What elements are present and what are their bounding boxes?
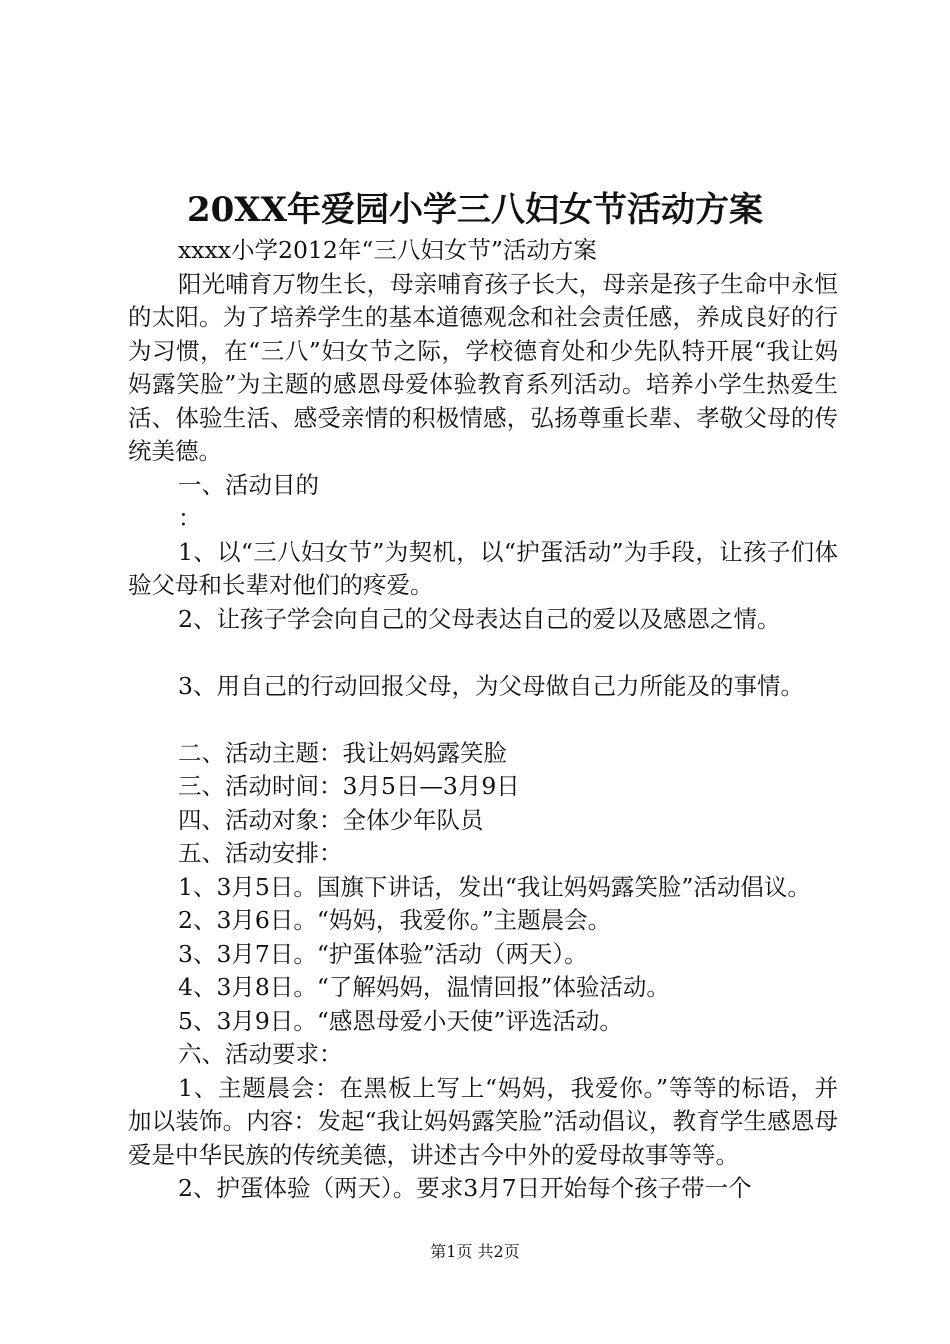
page-footer: 第1页 共2页 <box>430 1242 520 1261</box>
plan-heading: xxxx小学2012年“三八妇女节”活动方案 <box>178 236 597 264</box>
document-title: 20XX年爱园小学三八妇女节活动方案 <box>186 190 764 230</box>
schedule-item-1: 1、3月5日。国旗下讲话，发出“我让妈妈露笑脸”活动倡议。 <box>178 872 811 901</box>
purpose-item-2: 2、让孩子学会向自己的父母表达自己的爱以及感恩之情。 <box>178 604 781 633</box>
section-theme: 二、活动主题：我让妈妈露笑脸 <box>178 738 507 767</box>
schedule-item-4: 4、3月8日。“了解妈妈，温情回报”体验活动。 <box>178 973 670 1001</box>
section-audience: 四、活动对象：全体少年队员 <box>178 805 484 834</box>
purpose-item-1: 1、以“三八妇女节”为契机，以“护蛋活动”为手段，让孩子们体验父母和长辈对他们的疼爱。 <box>128 537 838 599</box>
schedule-item-2: 2、3月6日。“妈妈，我爱你。”主题晨会。 <box>178 906 612 934</box>
colon-line: ： <box>178 504 202 532</box>
schedule-item-3: 3、3月7日。“护蛋体验”活动（两天）。 <box>178 939 588 968</box>
schedule-item-5: 5、3月9日。“感恩母爱小天使”评选活动。 <box>178 1006 623 1035</box>
section-heading-purpose: 一、活动目的 <box>178 470 319 499</box>
requirement-item-1: 1、主题晨会：在黑板上写上“妈妈，我爱你。”等等的标语，并加以装饰。内容：发起“我让妈妈露笑脸”活动倡议，教育学生感恩母爱是中华民族的传统美德，讲述古今中外的爱母故事等等。 <box>128 1073 838 1169</box>
section-heading-schedule: 五、活动安排： <box>178 839 343 867</box>
intro-paragraph: 阳光哺育万物生长，母亲哺育孩子长大，母亲是孩子生命中永恒的太阳。为了培养学生的基本道德观念和社会责任感，养成良好的行为习惯，在“三八”妇女节之际，学校德育处和少先队特开展“我让妈妈露笑脸”为主题的感恩母爱体验教育系列活动。培养小学生热爱生活、体验生活、感受亲情的积极情感，弘扬尊重长辈、孝敬父母的传统美德。 <box>128 269 838 465</box>
requirement-item-2: 2、护蛋体验（两天）。要求3月7日开始每个孩子带一个 <box>178 1174 752 1202</box>
section-time: 三、活动时间：3月5日—3月9日 <box>178 772 520 800</box>
section-heading-requirements: 六、活动要求： <box>178 1040 343 1068</box>
purpose-item-3: 3、用自己的行动回报父母，为父母做自己力所能及的事情。 <box>178 671 804 700</box>
document-body <box>128 234 838 1206</box>
